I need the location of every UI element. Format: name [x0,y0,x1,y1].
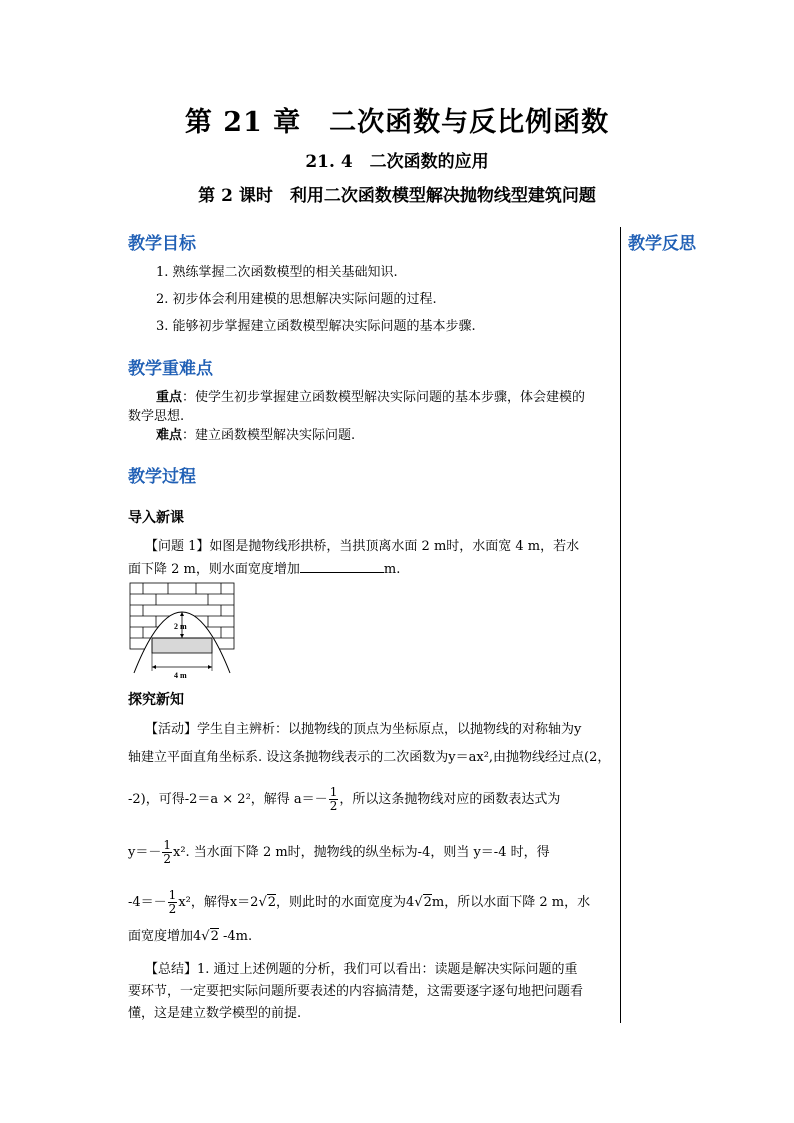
act-line3-b: ，所以这条抛物线对应的函数表达式为 [339,792,561,807]
activity-line-1: 【活动】学生自主辨析：以抛物线的顶点为坐标原点，以抛物线的对称轴为y [145,722,582,737]
key-difficult-heading: 教学重难点 [128,359,213,379]
question-1-line-2 [128,560,400,578]
act-line6-b: -4m. [218,929,253,944]
water-region [152,638,212,653]
sqrt-two: 2 [267,895,277,910]
activity-line-4 [128,839,550,866]
teaching-goals-heading: 教学目标 [128,234,196,254]
summary-line-2: 要环节，一定要把实际问题所要表述的内容搞清楚，这需要逐字逐句地把问题看 [128,984,584,999]
key-point-line-cont: 数学思想. [128,409,185,424]
explore-heading: 探究新知 [128,692,184,708]
act-line4-a: y＝－ [128,845,162,860]
section-title: 21. 4 二次函数的应用 [305,152,489,172]
activity-line-3 [128,786,560,813]
act-line5-a: -4＝－ [128,895,167,910]
difficult-text: ：建立函数模型解决实际问题. [182,428,356,443]
teaching-process-heading: 教学过程 [128,467,196,487]
fraction-one-half: $\frac{1}{2}$ [168,888,177,916]
act-line4-b: x². 当水面下降 2 m时，抛物线的纵坐标为-4，则当 y＝-4 时，得 [173,845,550,860]
act-line5-d: m，所以水面下降 2 m，水 [431,895,591,910]
column-divider [620,227,621,1023]
fraction-one-half: $\frac{1}{2}$ [329,785,338,813]
question-1-line-1: 【问题 1】如图是抛物线形拱桥，当拱顶离水面 2 m时，水面宽 4 m，若水 [145,539,580,554]
act-line6-a: 面宽度增加4 [128,929,202,944]
summary-line-1: 【总结】1. 通过上述例题的分析，我们可以看出：读题是解决实际问题的重 [145,962,578,977]
fraction-one-half: $\frac{1}{2}$ [163,838,171,866]
chapter-title: 第 21 章 二次函数与反比例函数 [184,107,610,138]
activity-line-6 [128,928,252,945]
sqrt-two: 2 [423,895,432,910]
summary-line-3: 懂，这是建立数学模型的前提. [128,1006,302,1021]
act-line3-a: -2)，可得-2＝a × 2²，解得 a＝－ [128,792,328,807]
q1-text: 面下降 2 m，则水面宽度增加 [128,562,300,577]
parabolic-bridge-figure [128,581,236,681]
teaching-reflection-heading: 教学反思 [628,234,696,254]
width-label: 4 m [174,671,187,680]
act-line5-c: ，则此时的水面宽度为4 [276,895,415,910]
act-line5-b: x²，解得x＝2 [178,895,259,910]
difficult-label: 难点 [156,428,183,443]
sqrt-two: 2 [210,929,219,944]
activity-line-5 [128,889,590,916]
goal-item: 3. 能够初步掌握建立函数模型解决实际问题的基本步骤. [156,319,476,334]
goal-item: 1. 熟练掌握二次函数模型的相关基础知识. [156,265,398,280]
key-label: 重点 [156,390,183,405]
lesson-title: 第 2 课时 利用二次函数模型解决抛物线型建筑问题 [198,186,596,206]
difficult-point-line [156,428,355,444]
sqrt-sign: √ [414,895,423,910]
goal-item: 2. 初步体会利用建模的思想解决实际问题的过程. [156,292,437,307]
key-text: ：使学生初步掌握建立函数模型解决实际问题的基本步骤，体会建模的 [182,390,586,405]
q1-unit: m. [383,562,401,577]
sqrt-sign: √ [201,929,210,944]
sqrt-sign: √ [258,895,267,910]
answer-blank [300,560,384,573]
activity-line-2: 轴建立平面直角坐标系. 设这条抛物线表示的二次函数为y＝ax²,由抛物线经过点(2， [128,750,611,765]
key-point-line [156,390,585,406]
intro-heading: 导入新课 [128,510,184,526]
height-label: 2 m [174,622,187,631]
